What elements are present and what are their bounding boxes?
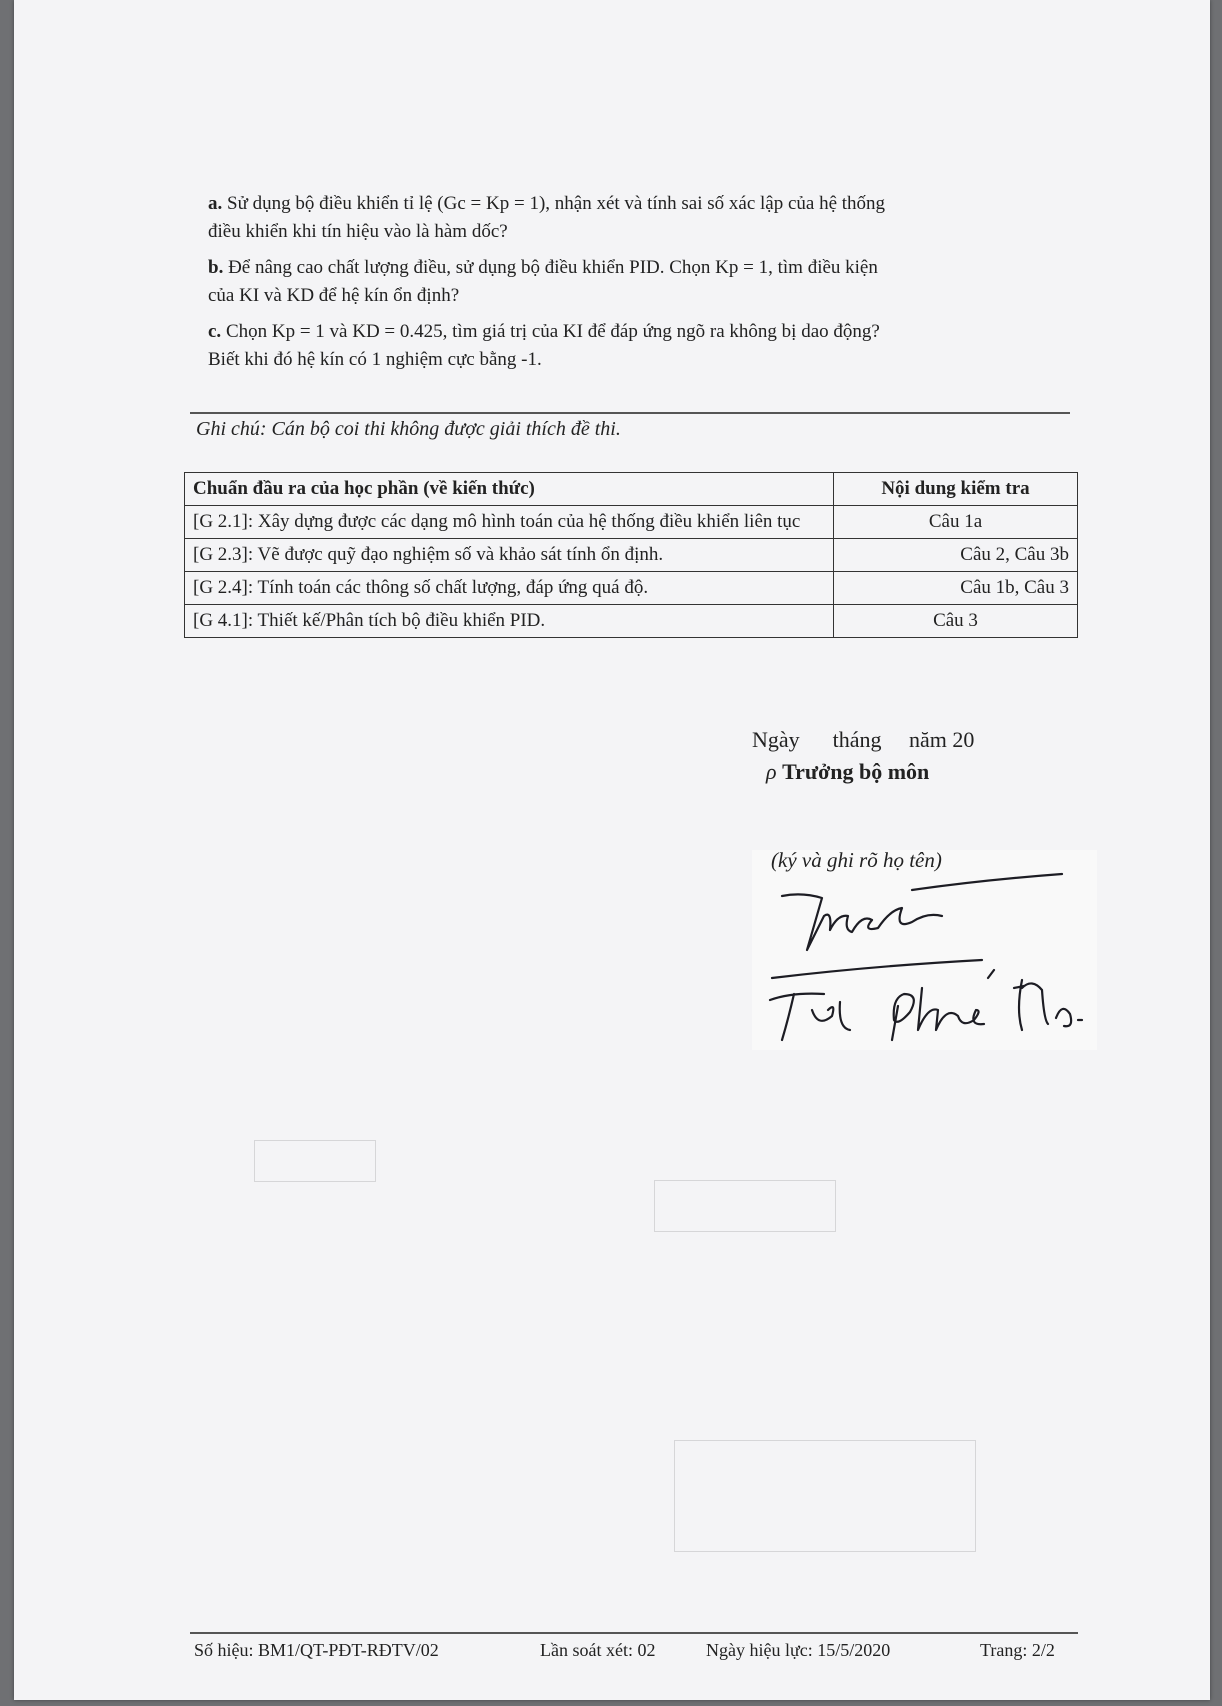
table-cell-outcome: [G 2.3]: Vẽ được quỹ đạo nghiệm số và khảo sát tính ổn định.	[185, 539, 834, 572]
question-c-label: c.	[208, 321, 222, 342]
question-b-line1: Để nâng cao chất lượng điều, sử dụng bộ điều khiển PID. Chọn Kp = 1, tìm điều kiện	[228, 257, 878, 278]
question-a-line2: điều khiển khi tín hiệu vào là hàm dốc?	[208, 221, 508, 242]
question-b	[208, 254, 1048, 310]
signer-title-row	[752, 756, 974, 788]
table-header-outcome: Chuẩn đầu ra của học phần (về kiến thức)	[185, 473, 834, 506]
table-row	[185, 572, 1078, 605]
question-c	[208, 318, 1048, 374]
footer-doc-code: Số hiệu: BM1/QT-PĐT-RĐTV/02	[194, 1640, 439, 1660]
table-row	[185, 506, 1078, 539]
question-a-line1: Sử dụng bộ điều khiển tỉ lệ (Gc = Kp = 1), nhận xét và tính sai số xác lập của hệ thống	[227, 193, 886, 214]
table-header-content: Nội dung kiểm tra	[834, 473, 1078, 506]
show-through-box	[674, 1440, 976, 1552]
handwritten-signature-icon	[752, 870, 1102, 1050]
table-cell-outcome: [G 2.4]: Tính toán các thông số chất lượng, đáp ứng quá độ.	[185, 572, 834, 605]
learning-outcomes-table	[184, 472, 1078, 638]
table-cell-content: Câu 1b, Câu 3	[834, 572, 1078, 605]
question-b-line2: của KI và KD để hệ kín ổn định?	[208, 285, 460, 306]
footer-page-number: Trang: 2/2	[980, 1640, 1055, 1660]
footer-revision: Lần soát xét: 02	[540, 1640, 656, 1660]
signature-block	[752, 724, 974, 788]
date-line: Ngày tháng năm 20	[752, 727, 975, 752]
table-cell-content: Câu 1a	[834, 506, 1078, 539]
signature-mark-icon: ρ	[766, 759, 777, 784]
signer-title: Trưởng bộ môn	[782, 759, 930, 784]
signature-instruction: (ký và ghi rõ họ tên)	[771, 848, 942, 872]
exam-note: Ghi chú: Cán bộ coi thi không được giải thích đề thi.	[196, 418, 621, 440]
show-through-box	[254, 1140, 376, 1182]
show-through-box	[654, 1180, 836, 1232]
question-b-label: b.	[208, 257, 224, 278]
document-page	[14, 0, 1210, 1700]
question-c-line1: Chọn Kp = 1 và KD = 0.425, tìm giá trị của KI để đáp ứng ngõ ra không bị dao động?	[225, 321, 880, 342]
table-row	[185, 605, 1078, 638]
separator-rule	[190, 412, 1070, 414]
table-cell-content: Câu 3	[834, 605, 1078, 638]
table-cell-content: Câu 2, Câu 3b	[834, 539, 1078, 572]
footer-rule	[190, 1632, 1078, 1634]
table-cell-outcome: [G 4.1]: Thiết kế/Phân tích bộ điều khiển PID.	[185, 605, 834, 638]
footer-effective-date: Ngày hiệu lực: 15/5/2020	[706, 1640, 891, 1660]
question-a-label: a.	[208, 193, 223, 214]
question-c-line2: Biết khi đó hệ kín có 1 nghiệm cực bằng -1.	[208, 349, 542, 370]
table-row	[185, 539, 1078, 572]
table-header-row	[185, 473, 1078, 506]
table-cell-outcome: [G 2.1]: Xây dựng được các dạng mô hình toán của hệ thống điều khiển liên tục	[185, 506, 834, 539]
question-a	[208, 190, 1048, 246]
